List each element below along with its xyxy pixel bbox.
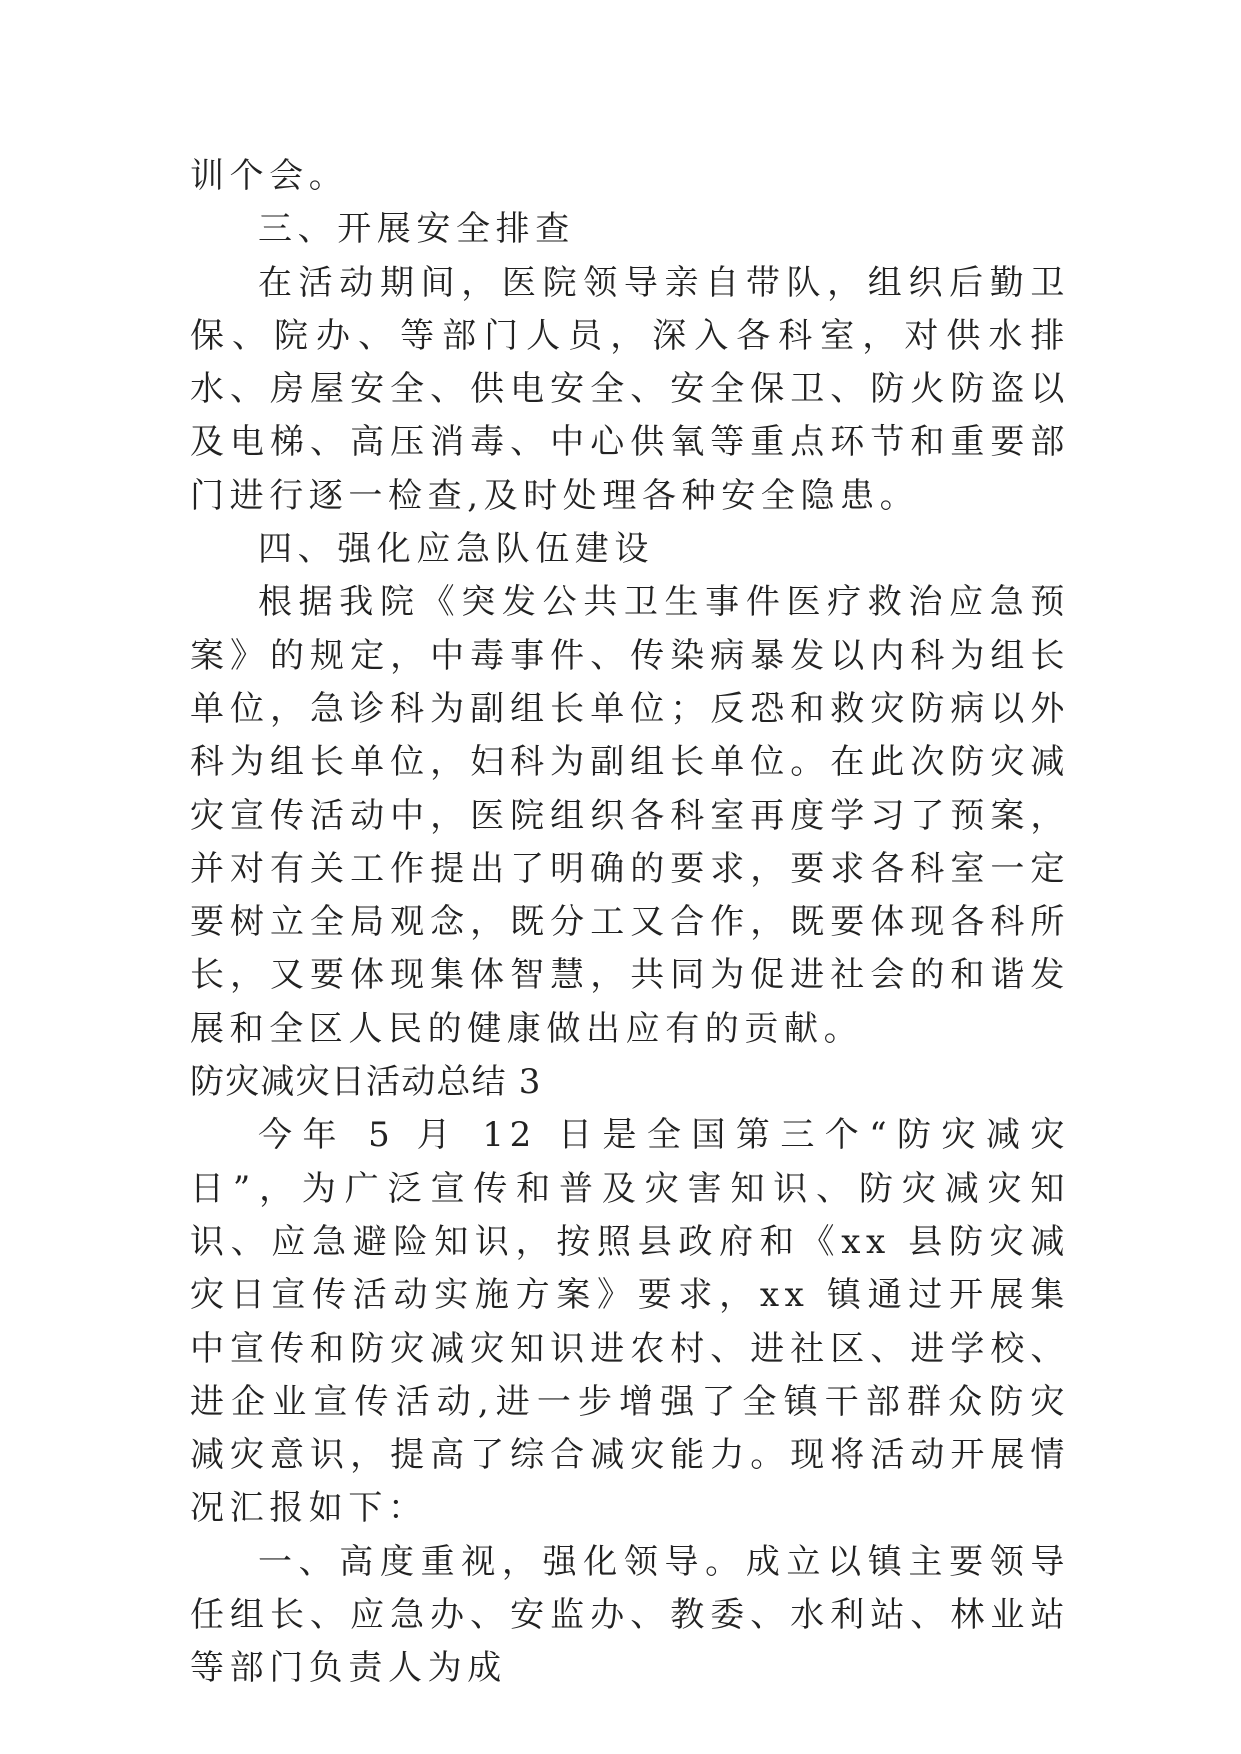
paragraph-emergency-team: 根据我院《突发公共卫生事件医疗救治应急预案》的规定，中毒事件、传染病暴发以内科为组长单位，急诊科为副组长单位；反恐和救灾防病以外科为组长单位，妇科为副组长单位。在此次防灾减灾宣传活动中，医院组织各科室再度学习了预案，并对有关工作提出了明确的要求，要求各科室一定要树立全局观念，既分工又合作，既要体现各科所长，又要体现集体智慧，共同为促进社会的和谐发展和全区人民的健康做出应有的贡献。 — [190, 582, 1070, 1049]
paragraph-continuation: 训个会。 — [190, 156, 349, 196]
section-heading-emergency-team: 四、强化应急队伍建设 — [258, 529, 654, 570]
paragraph-safety-inspection: 在活动期间，医院领导亲自带队，组织后勤卫保、院办、等部门人员，深入各科室，对供水排水、房屋安全、供电安全、安全保卫、防火防盗以及电梯、高压消毒、中心供氧等重点环节和重要部门进行逐一检查,及时处理各种安全隐患。 — [190, 262, 1070, 516]
paragraph-introduction: 今年 5 月 12 日是全国第三个“防灾减灾日”，为广泛宣传和普及灾害知识、防灾减灾知识、应急避险知识，按照县政府和《xx 县防灾减灾日宣传活动实施方案》要求，xx 镇通过开展集中宣传和防灾减灾知识进农村、进社区、进学校、进企业宣传活动,进一步增强了全镇干部群众防灾减灾意识，提高了综合减灾能力。现将活动开展情况汇报如下： — [190, 1115, 1070, 1529]
document-subtitle: 防灾减灾日活动总结 3 — [190, 1062, 542, 1103]
section-heading-safety-inspection: 三、开展安全排查 — [258, 209, 575, 250]
document-body — [190, 150, 1070, 1696]
paragraph-leadership: 一、高度重视，强化领导。成立以镇主要领导任组长、应急办、安监办、教委、水利站、林业站等部门负责人为成 — [190, 1541, 1070, 1689]
